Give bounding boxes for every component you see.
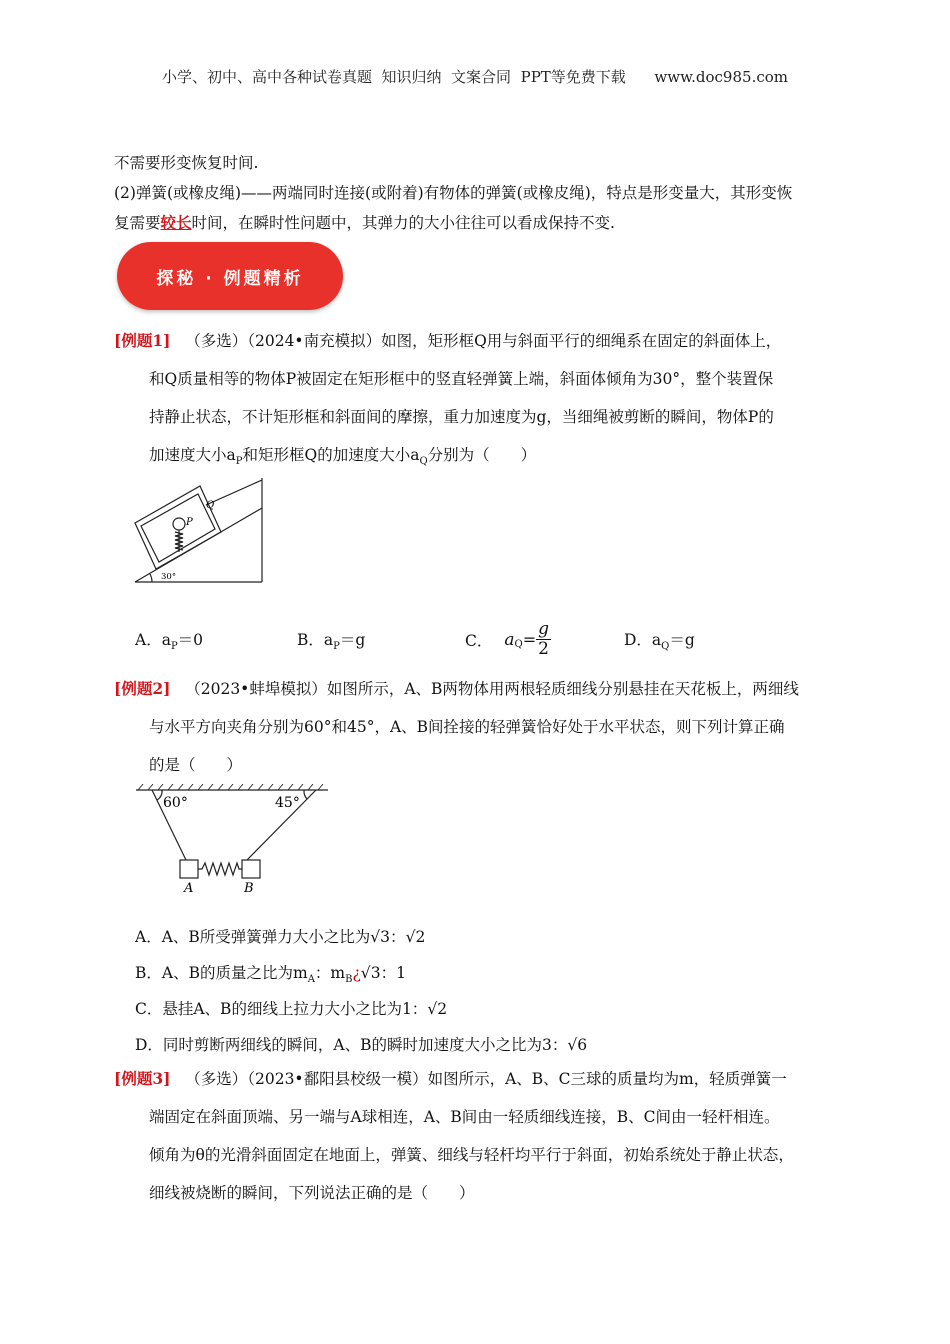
section-banner-text: 探秘 · 例题精析 [156, 268, 304, 289]
block-a [180, 860, 198, 878]
q3-tag: [例题3] [114, 1069, 171, 1088]
label-30deg: 30° [161, 572, 177, 582]
q2-spring-figure [132, 784, 332, 896]
q1-line-3: 持静止状态，不计矩形框和斜面间的摩擦，重力加速度为g，当细绳被剪断的瞬间，物体P的 [149, 408, 774, 426]
q2-option-b: B．A、B的质量之比为$m_A$：$m_B¿√3$：1 [135, 964, 406, 986]
q1-option-c: C． a $_Q$ = $\frac{g}{2}$ [465, 619, 550, 659]
q3-line-2: 端固定在斜面顶端、另一端与A球相连，A、B间由一轻质细线连接，B、C间由一轻杆相连。 [149, 1108, 780, 1126]
q2-line-2: 与水平方向夹角分别为60°和45°，A、B间拴接的轻弹簧恰好处于水平状态，则下列计算正确 [149, 718, 785, 736]
block-b [242, 860, 260, 878]
label-b: B [244, 881, 254, 896]
label-a: A [184, 881, 194, 896]
q1-option-a: A．$a_P=0$ [135, 631, 204, 653]
intro-line-1: 不需要形变恢复时间. [114, 154, 259, 172]
section-banner [117, 242, 343, 310]
angle-arc [150, 574, 152, 582]
q3-line-1: [例题3] （多选）（2023•鄱阳县校级一模）如图所示，A、B、C三球的质量均为m，轻质弹簧一 [114, 1069, 787, 1088]
q2-option-c: C．悬挂A、B的细线上拉力大小之比为1：√2 [135, 1000, 448, 1018]
q3-line-3: 倾角为θ的光滑斜面固定在地面上，弹簧、细线与轻杆均平行于斜面，初始系统处于静止状态， [149, 1146, 794, 1164]
q1-tag: [例题1] [114, 331, 171, 350]
fraction-g-over-2: $\frac{g}{2}$ [538, 619, 550, 659]
label-60deg: 60° [163, 795, 188, 811]
intro-line-3: 复需要较长时间，在瞬时性问题中，其弹力的大小往往可以看成保持不变. [114, 213, 615, 232]
spring [198, 863, 242, 875]
intro-line-2: (2)弹簧(或橡皮绳)——两端同时连接(或附着)有物体的弹簧(或橡皮绳)，特点是形变量大，其形变恢 [114, 184, 793, 202]
q1-line-1: [例题1] （多选）（2024•南充模拟）如图，矩形框Q用与斜面平行的细绳系在固定的斜面体上， [114, 331, 782, 350]
q2-line-1: [例题2] （2023•蚌埠模拟）如图所示，A、B两物体用两根轻质细线分别悬挂在天花板上，两细线 [114, 679, 799, 698]
q1-option-b: B．$a_P=g$ [297, 631, 366, 653]
q2-tag: [例题2] [114, 679, 171, 698]
label-45deg: 45° [275, 795, 300, 811]
q1-option-d: D．$a_Q=g$ [624, 631, 695, 653]
rope [206, 480, 262, 505]
page-header: 小学、初中、高中各种试卷真题 知识归纳 文案合同 PPT等免费下载 www.doc985.com [161, 68, 788, 86]
ball-p [173, 518, 185, 530]
label-p: P [186, 517, 193, 528]
q3-line-4: 细线被烧断的瞬间，下列说法正确的是（ ） [149, 1184, 475, 1202]
spring-coil [175, 532, 183, 550]
box-q-outer [135, 486, 221, 569]
q1-incline-figure [132, 474, 272, 590]
angle-arc-45 [304, 790, 307, 799]
q2-option-a: A．A、B所受弹簧弹力大小之比为√3：√2 [135, 928, 426, 946]
q2-line-3: 的是（ ） [149, 756, 243, 774]
label-q: Q [206, 500, 215, 511]
box-q-inner [141, 494, 215, 562]
q1-line-4: 加速度大小$a_P$和矩形框Q的加速度大小$a_Q$分别为（ ） [149, 446, 537, 468]
q1-line-2: 和Q质量相等的物体P被固定在矩形框中的竖直轻弹簧上端，斜面体倾角为30°，整个装置保 [149, 370, 774, 388]
angle-arc-60 [157, 790, 162, 800]
highlight-longer: 较长 [160, 213, 192, 232]
ceiling-hatch [138, 784, 323, 790]
q2-option-d: D．同时剪断两细线的瞬间，A、B的瞬时加速度大小之比为3：√6 [135, 1036, 588, 1054]
